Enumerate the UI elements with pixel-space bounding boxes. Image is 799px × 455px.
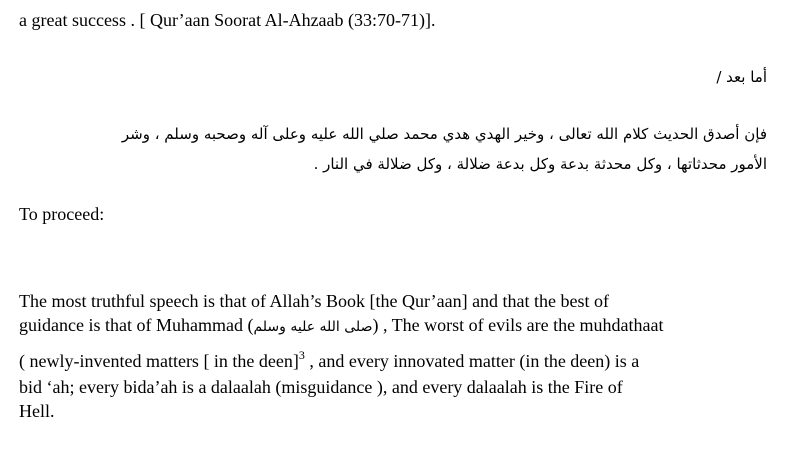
arabic-heading: أما بعد / xyxy=(716,68,767,86)
arabic-paragraph-line-2: الأمور محدثاتها ، وكل محدثة بدعة وكل بدعة ضلالة ، وكل ضلالة في النار . xyxy=(313,155,767,173)
verse-reference-line: a great success . [ Qur’aan Soorat Al-Ahzaab (33:70-71)]. xyxy=(19,10,436,30)
salutation-arabic: صلى الله عليه وسلم xyxy=(253,319,373,335)
footnote-marker[interactable]: 3 xyxy=(298,348,305,362)
to-proceed-heading: To proceed: xyxy=(19,204,105,224)
arabic-paragraph-line-1: فإن أصدق الحديث كلام الله تعالى ، وخير الهدي هدي محمد صلي الله عليه وعلى آله وصحبه وسلم ، وشر xyxy=(121,125,767,143)
line3-end-text: , and every innovated matter (in the deen) is a xyxy=(304,351,640,371)
line2-end-text: ) , The worst of evils are the muhdathaat xyxy=(372,315,664,335)
english-paragraph-line-1: The most truthful speech is that of Allah’s Book [the Qur’aan] and that the best of xyxy=(19,291,610,311)
english-paragraph-line-5: Hell. xyxy=(19,401,55,421)
english-paragraph-line-2 xyxy=(19,314,664,338)
line2-start-text: guidance is that of Muhammad ( xyxy=(19,315,254,335)
line3-start-text: ( newly-invented matters [ in the deen] xyxy=(19,351,299,371)
english-paragraph-line-3 xyxy=(19,350,639,372)
english-paragraph-line-4: bid ‘ah; every bida’ah is a dalaalah (misguidance ), and every dalaalah is the Fire of xyxy=(19,377,623,397)
